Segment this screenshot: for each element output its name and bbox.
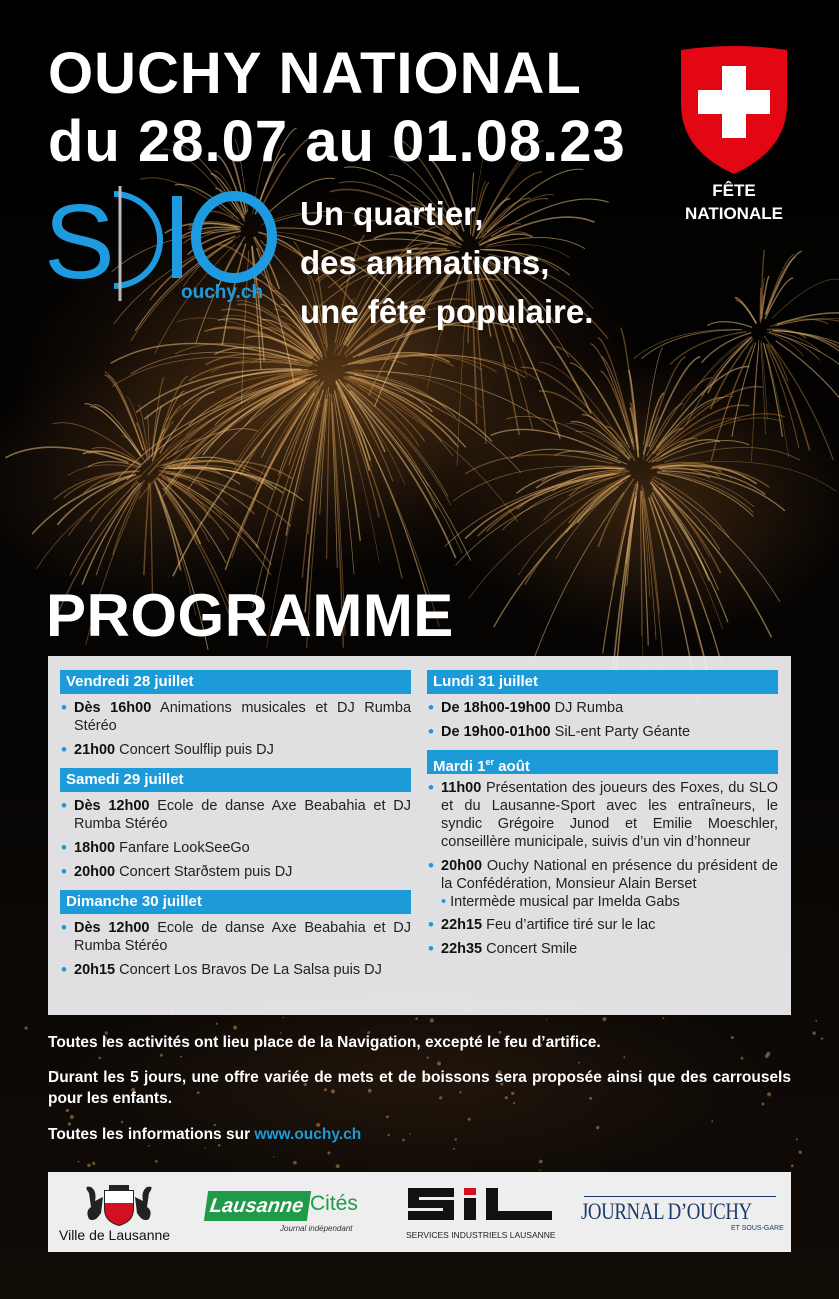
programme-item [60, 839, 411, 857]
day-header-main: Mardi 1 [433, 758, 486, 775]
firework-spark [525, 482, 623, 585]
lausanne-cites-main: Lausanne [204, 1191, 312, 1221]
item-text: Animations musicales et DJ Rumba Stéréo [74, 700, 412, 734]
firework-spark [556, 479, 628, 559]
programme-item [427, 857, 778, 911]
item-time: 20h00 [74, 864, 116, 880]
firework-spark [57, 475, 136, 525]
firework-spark [653, 487, 728, 622]
firework-spark [261, 380, 319, 458]
day-items [60, 919, 411, 979]
water-reflection-dot [66, 1109, 69, 1112]
water-reflection-dot [283, 1017, 284, 1018]
water-reflection-dot [540, 1169, 541, 1170]
day-header-sup: er [485, 757, 495, 767]
firework-spark [761, 343, 766, 435]
firework-spark [732, 343, 756, 437]
event-title: OUCHY NATIONAL [48, 41, 582, 106]
item-time: 18h00 [74, 840, 116, 856]
fete-label-line-2: NATIONALE [685, 204, 783, 223]
fete-label-line-1: FÊTE [712, 181, 756, 200]
item-text: Fanfare LookSeeGo [119, 840, 250, 856]
day-header-end: août [494, 758, 530, 775]
firework-spark [90, 407, 141, 457]
info-website-prefix: Toutes les informations sur [48, 1126, 255, 1143]
item-time: 20h15 [74, 962, 116, 978]
tagline-line-3: une fête populaire. [300, 293, 594, 330]
item-time: 22h15 [441, 917, 483, 933]
water-reflection-dot [205, 1147, 206, 1148]
programme-item [60, 961, 411, 979]
lausanne-coat-of-arms-icon [81, 1183, 157, 1227]
item-time: De 18h00-19h00 [441, 700, 551, 716]
firework-spark [327, 393, 330, 559]
day-items [60, 699, 411, 759]
water-reflection-dot [78, 1161, 80, 1163]
firework-spark [5, 447, 128, 462]
water-reflection-dot [578, 1062, 580, 1064]
programme-item [60, 797, 411, 833]
item-time: Dès 16h00 [74, 700, 152, 716]
firework-spark [657, 472, 753, 512]
firework-spark [539, 391, 625, 452]
water-reflection-dot [415, 1017, 418, 1020]
info-website [48, 1124, 791, 1145]
programme-item [60, 741, 411, 759]
programme-item [427, 723, 778, 741]
water-reflection-dot [813, 1031, 816, 1034]
firework-spark [150, 485, 152, 594]
water-reflection-dot [711, 1120, 713, 1122]
water-reflection-dot [815, 1020, 817, 1022]
item-time: 20h00 [441, 858, 483, 874]
item-text: DJ Rumba [554, 700, 624, 716]
water-reflection-dot [327, 1152, 330, 1155]
firework-spark [108, 375, 144, 451]
water-reflection-dot [273, 1156, 274, 1157]
day-header: Dimanche 30 juillet [60, 890, 411, 914]
item-text: Concert Los Bravos De La Salsa puis DJ [119, 962, 382, 978]
programme-item [427, 699, 778, 717]
firework-spark [659, 469, 766, 495]
sponsor-lausanne-cites [206, 1172, 386, 1252]
item-subtext: • Intermède musical par Imelda Gabs [441, 893, 778, 911]
firework-spark [776, 341, 839, 434]
water-reflection-dot [427, 1057, 429, 1059]
firework-spark [661, 484, 780, 602]
water-reflection-dot [99, 1057, 102, 1060]
item-text: Ecole de danse Axe Beabahia et DJ Rumba Stéréo [74, 798, 412, 832]
firework-spark [344, 396, 426, 594]
journal-rule [584, 1196, 776, 1197]
programme-item [427, 779, 778, 851]
water-reflection-dot [623, 1056, 625, 1058]
firework-spark [652, 488, 722, 629]
water-reflection-dot [468, 1118, 471, 1121]
water-reflection-dot [155, 1160, 158, 1163]
water-reflection-dot [791, 1164, 794, 1167]
journal-ouchy-main: JOURNAL D’OUCHY [581, 1199, 752, 1224]
programme-item [60, 919, 411, 955]
water-reflection-dot [233, 1026, 237, 1030]
sil-caption: SERVICES INDUSTRIELS LAUSANNE [406, 1230, 556, 1240]
day-header [427, 750, 778, 774]
event-dates: du 28.07 au 01.08.23 [48, 109, 626, 174]
sponsor-sil [404, 1172, 564, 1252]
firework-spark [767, 344, 809, 450]
info-food: Durant les 5 jours, une offre variée de mets et de boissons sera proposée ainsi que des carrousels pour les enfants. [48, 1069, 791, 1107]
firework-spark [775, 319, 839, 329]
firework-spark [702, 333, 752, 363]
sponsor-bar [48, 1172, 791, 1252]
item-text: Présentation des joueurs des Foxes, du SLO et du Lausanne-Sport avec les entraîneurs, le syndic Grégoire Junod et Emilie Moeschler, conseillère municipale, suivis d’un vin d’honneur [441, 780, 779, 850]
programme-title: PROGRAMME [46, 582, 454, 649]
firework-spark [88, 462, 141, 467]
firework-spark [302, 395, 326, 578]
firework-spark [465, 455, 614, 474]
item-time: Dès 12h00 [74, 920, 150, 936]
water-reflection-dot [741, 1057, 744, 1060]
day-header: Lundi 31 juillet [427, 670, 778, 694]
sponsor-lausanne-label: Ville de Lausanne [59, 1227, 171, 1243]
water-reflection-dot [121, 1121, 123, 1123]
water-reflection-dot [92, 1162, 95, 1165]
item-text: Feu d’artifice tiré sur le lac [486, 917, 656, 933]
programme-item [427, 940, 778, 958]
firework-spark [766, 344, 799, 448]
item-time: 11h00 [441, 780, 482, 796]
firework-spark [735, 298, 756, 324]
water-reflection-dot [437, 1062, 441, 1066]
water-reflection-dot [293, 1161, 297, 1165]
journal-ouchy-sub: ET SOUS-GARE [731, 1225, 784, 1232]
water-reflection-dot [602, 1017, 606, 1021]
item-time: Dès 12h00 [74, 798, 150, 814]
programme-item [427, 916, 778, 934]
water-reflection-dot [336, 1164, 340, 1168]
water-reflection-dot [430, 1019, 434, 1023]
water-reflection-dot [765, 1054, 769, 1058]
item-text: Concert Starðstem puis DJ [119, 864, 293, 880]
firework-spark [358, 385, 518, 522]
firework-spark [162, 477, 229, 540]
website-link[interactable]: www.ouchy.ch [254, 1126, 362, 1143]
water-reflection-dot [799, 1151, 802, 1154]
firework-spark [455, 477, 612, 565]
water-reflection-dot [539, 1160, 543, 1164]
item-text: Ouchy National en présence du président de la Confédération, Monsieur Alain Berset [441, 858, 779, 892]
item-text: Ecole de danse Axe Beabahia et DJ Rumba Stéréo [74, 920, 412, 954]
item-text: Concert Soulflip puis DJ [119, 742, 274, 758]
water-reflection-dot [386, 1115, 389, 1118]
water-reflection-dot [546, 1019, 547, 1020]
water-reflection-dot [148, 1145, 150, 1147]
water-reflection-dot [180, 1056, 182, 1058]
sponsor-ville-de-lausanne [48, 1172, 198, 1252]
day-items [427, 699, 778, 741]
item-text: SiL-ent Party Géante [554, 724, 691, 740]
programme-column-right [427, 670, 778, 967]
svg-text:S: S [44, 186, 111, 301]
item-time: 22h35 [441, 941, 483, 957]
item-time: De 19h00-01h00 [441, 724, 551, 740]
tagline-line-2: des animations, [300, 244, 550, 281]
day-header: Samedi 29 juillet [60, 768, 411, 792]
firework-spark [144, 483, 149, 575]
water-reflection-dot [662, 1017, 664, 1019]
sponsor-journal-ouchy [578, 1172, 783, 1252]
day-header: Vendredi 28 juillet [60, 670, 411, 694]
programme-item [60, 863, 411, 881]
sdio-site-label: ouchy.ch [181, 282, 263, 303]
programme-item [60, 699, 411, 735]
water-reflection-dot [87, 1164, 90, 1167]
programme-column-left [60, 670, 411, 988]
water-reflection-dot [216, 1023, 218, 1025]
info-location: Toutes les activités ont lieu place de la Navigation, excepté le feu d’artifice. [48, 1034, 601, 1051]
lausanne-cites-sub: Journal indépendant [280, 1224, 353, 1233]
day-items [60, 797, 411, 881]
water-reflection-dot [453, 1148, 455, 1150]
water-reflection-dot [160, 1054, 163, 1057]
water-reflection-dot [70, 1115, 74, 1119]
firework-spark [105, 375, 144, 451]
lausanne-cites-tail: Cités [310, 1192, 358, 1215]
item-text: Concert Smile [486, 941, 578, 957]
item-time: 21h00 [74, 742, 116, 758]
sil-logo-icon [406, 1184, 554, 1224]
programme-box [48, 656, 791, 1015]
firework-spark [736, 300, 757, 324]
firework-spark [139, 382, 301, 499]
water-reflection-dot [796, 1138, 798, 1140]
swiss-crest-icon [677, 46, 791, 176]
tagline-line-1: Un quartier, [300, 195, 484, 232]
firework-spark [68, 465, 138, 476]
water-reflection-dot [25, 1027, 28, 1030]
firework-spark [751, 346, 758, 462]
day-items [427, 779, 778, 958]
firework-spark [96, 482, 142, 575]
firework-spark [707, 322, 752, 328]
water-reflection-dot [821, 1037, 823, 1039]
firework-spark [178, 379, 308, 468]
firework-spark [503, 474, 620, 530]
